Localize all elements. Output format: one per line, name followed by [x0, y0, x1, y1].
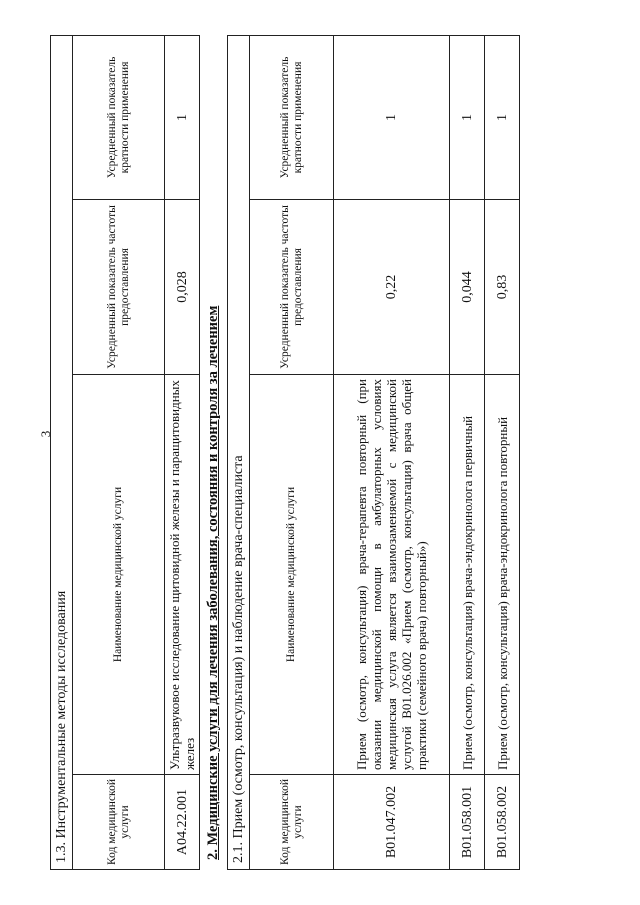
service-code: A04.22.001	[165, 775, 200, 870]
frequency-value: 0,044	[450, 200, 485, 375]
document-page-rotated	[45, 25, 640, 870]
multiplicity-value: 1	[334, 35, 450, 199]
column-header-multiplicity: Усредненный показатель кратности применения	[250, 35, 334, 199]
frequency-value: 0,22	[334, 200, 450, 375]
page-number: 3	[38, 430, 53, 438]
column-header-name: Наименование медицинской услуги	[250, 375, 334, 775]
service-code: B01.047.002	[334, 775, 450, 870]
service-name: Ультразвуковое исследование щитовидной железы и паращитовидных желез	[165, 375, 200, 775]
service-name: Прием (осмотр, консультация) врача-терапевта повторный (при оказании медицинской помощи в амбулаторных условиях медицинская услуга является взаимозаменяемой с медицинской услугой B01.026.002 «Прием (осмотр, консультация) врача общей практики (семейного врача) повторный»)	[334, 375, 450, 775]
service-code: B01.058.002	[485, 775, 520, 870]
multiplicity-value: 1	[450, 35, 485, 199]
multiplicity-value: 1	[485, 35, 520, 199]
service-name: Прием (осмотр, консультация) врача-эндокринолога повторный	[485, 375, 520, 775]
service-name: Прием (осмотр, консультация) врача-эндокринолога первичный	[450, 375, 485, 775]
table-row	[450, 35, 485, 869]
table-title: 1.3. Инструментальные методы исследования	[51, 35, 73, 869]
column-header-frequency: Усредненный показатель частоты предоставления	[73, 200, 165, 375]
column-header-multiplicity: Усредненный показатель кратности применения	[73, 35, 165, 199]
multiplicity-value: 1	[165, 35, 200, 199]
table-row	[485, 35, 520, 869]
table-row	[165, 35, 200, 869]
specialist-visits-table	[227, 36, 520, 870]
table-title: 2.1. Прием (осмотр, консультация) и наблюдение врача-специалиста	[228, 35, 250, 869]
column-header-code: Код медицинской услуги	[250, 775, 334, 870]
column-header-name: Наименование медицинской услуги	[73, 375, 165, 775]
table-row	[334, 35, 450, 869]
instrumental-methods-table	[50, 36, 200, 870]
frequency-value: 0,83	[485, 200, 520, 375]
column-header-frequency: Усредненный показатель частоты предоставления	[250, 200, 334, 375]
service-code: B01.058.001	[450, 775, 485, 870]
section-heading: 2. Медицинские услуги для лечения заболевания, состояния и контроля за лечением	[205, 305, 221, 860]
frequency-value: 0,028	[165, 200, 200, 375]
column-header-code: Код медицинской услуги	[73, 775, 165, 870]
